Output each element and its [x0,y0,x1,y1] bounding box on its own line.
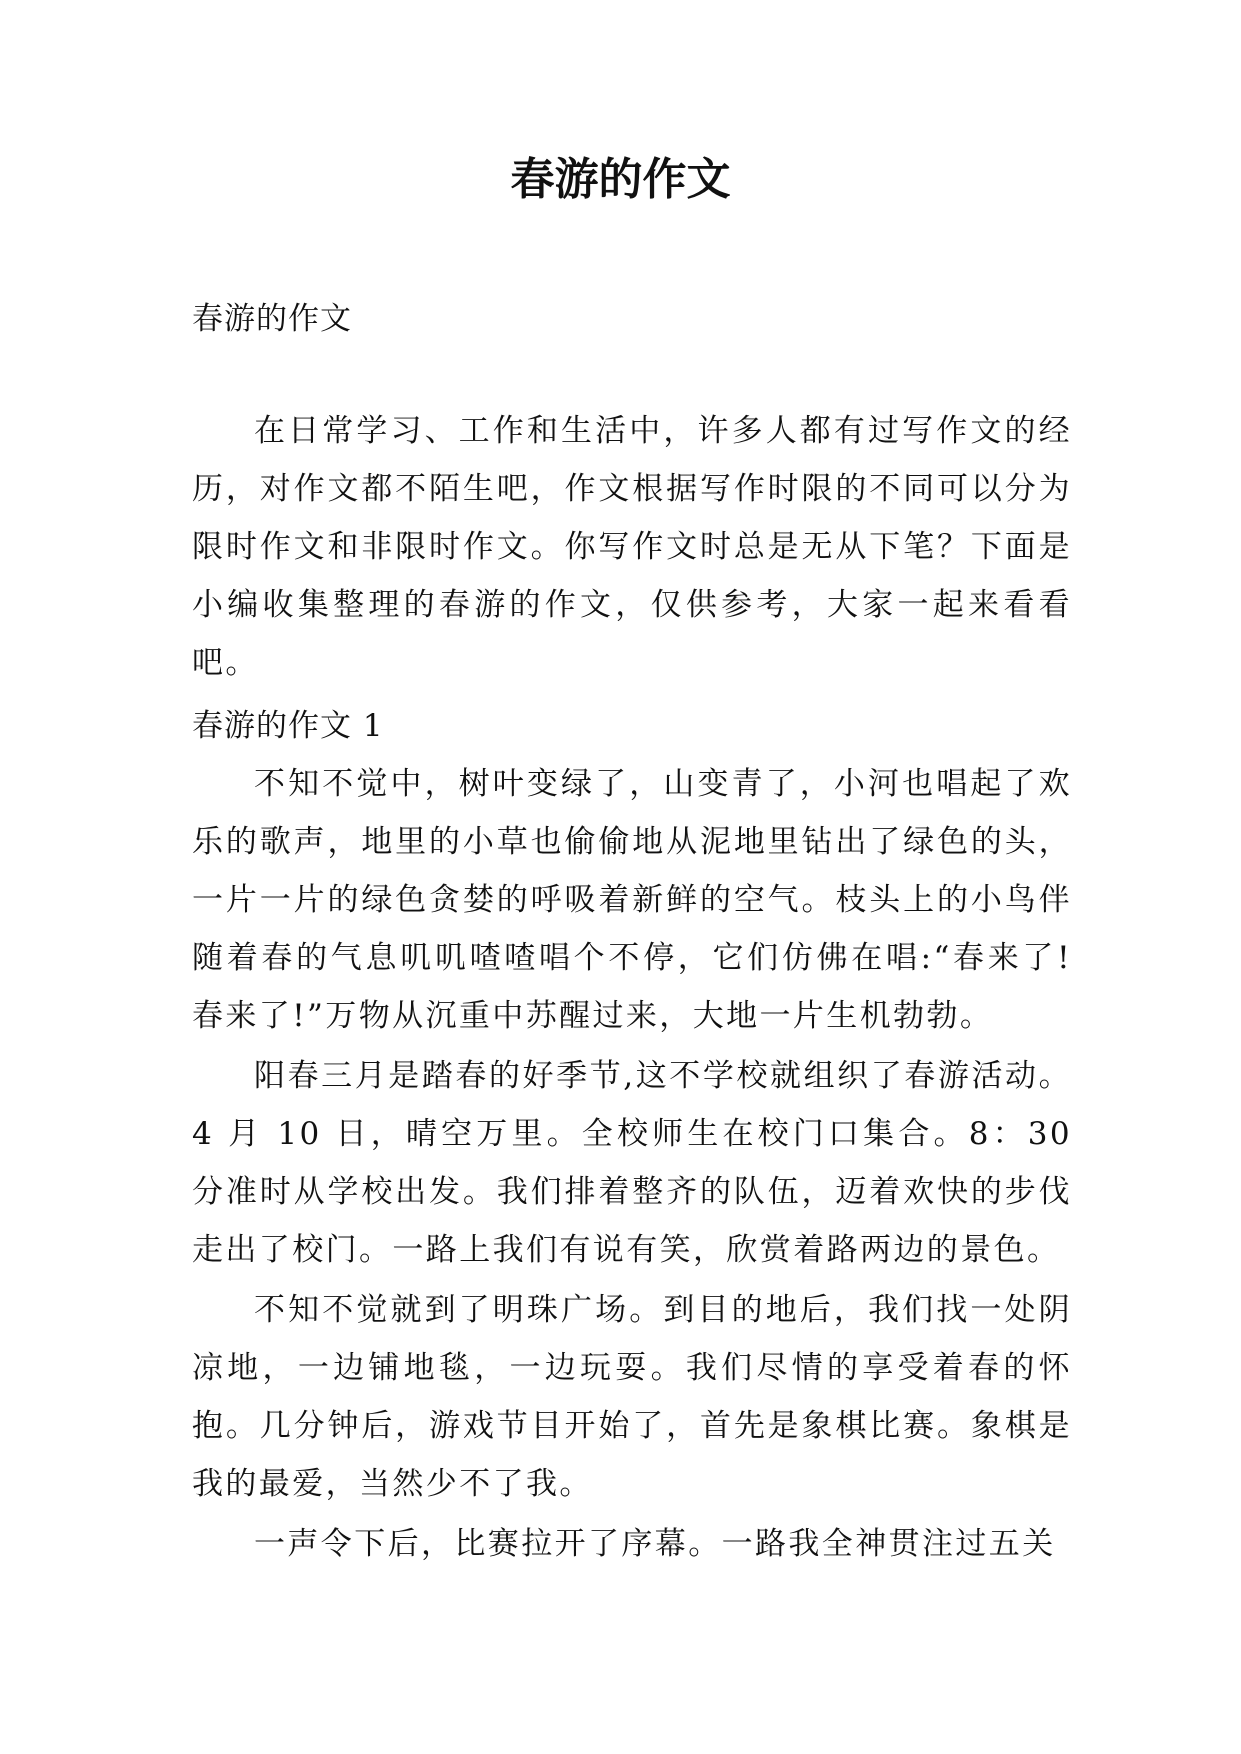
body-paragraph: 一声令下后，比赛拉开了序幕。一路我全神贯注过五关 [254,1526,1056,1562]
intro-paragraph: 在日常学习、工作和生活中，许多人都有过写作文的经历，对作文都不陌生吧，作文根据写作时限的不同可以分为限时作文和非限时作文。你写作文时总是无从下笔？下面是小编收集整理的春游的作文，仅供参考，大家一起来看看吧。 [192,413,1072,681]
body-paragraph: 不知不觉中，树叶变绿了，山变青了，小河也唱起了欢乐的歌声，地里的小草也偷偷地从泥地里钻出了绿色的头，一片一片的绿色贪婪的呼吸着新鲜的空气。枝头上的小鸟伴随着春的气息叽叽喳喳唱个不停，它们仿佛在唱:“春来了!春来了!”万物从沉重中苏醒过来，大地一片生机勃勃。 [192,766,1072,1034]
document-title: 春游的作文 [510,154,731,205]
body-paragraph: 不知不觉就到了明珠广场。到目的地后，我们找一处阴凉地，一边铺地毯，一边玩耍。我们尽情的享受着春的怀抱。几分钟后，游戏节目开始了，首先是象棋比赛。象棋是我的最爱，当然少不了我。 [192,1292,1072,1502]
section-heading: 春游的作文 1 [192,708,384,744]
body-paragraph: 阳春三月是踏春的好季节,这不学校就组织了春游活动。4 月 10 日，晴空万里。全校师生在校门口集合。8：30 分准时从学校出发。我们排着整齐的队伍，迈着欢快的步伐走出了校门。一路上我们有说有笑，欣赏着路两边的景色。 [192,1058,1072,1268]
document-subtitle: 春游的作文 [192,301,352,337]
